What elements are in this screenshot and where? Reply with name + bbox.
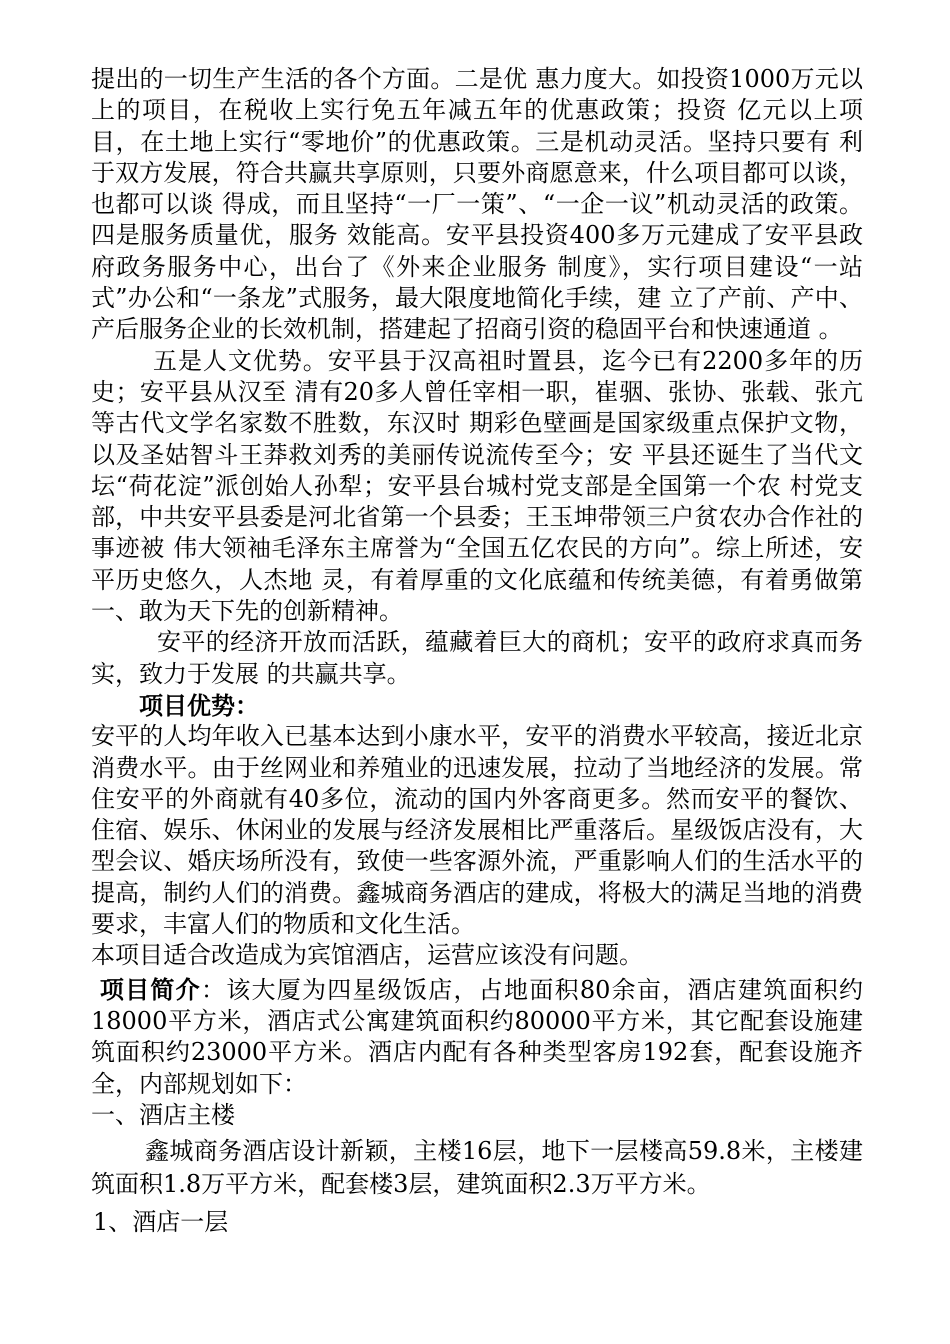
project-intro-label: 项目简介	[99, 974, 201, 1004]
paragraph-economy-summary: 安平的经济开放而活跃，蕴藏着巨大的商机；安平的政府求真而务实，致力于发展 的共赢共享。	[91, 628, 863, 688]
section-heading-main-building: 一、酒店主楼	[91, 1100, 235, 1129]
paragraph-cultural-advantage: 五是人文优势。安平县于汉高祖时置县，迄今已有2200多年的历史；安平县从汉至 清有20多人曾任宰相一职，崔骃、张协、张载、张亢等古代文学名家数不胜数，东汉时 期彩色壁画是国家级重点保护文物，以及圣姑智斗王莽救刘秀的美丽传说流传至今；安 平县还诞生了当代文坛“荷花淀”派创始人孙犁；安平县台城村党支部是全国第一个农 村党支部，中共安平县委是河北省第一个县委；王玉坤带领三户贫农办合作社的事迹被 伟大领袖毛泽东主席誉为“全国五亿农民的方向”。综上所述，安平历史悠久，人杰地 灵，有着厚重的文化底蕴和传统美德，有着勇做第一、敢为天下先的创新精神。	[91, 346, 863, 626]
subheading-first-floor: 1、酒店一层	[93, 1208, 229, 1237]
paragraph-project-advantage: 安平的人均年收入已基本达到小康水平，安平的消费水平较高，接近北京消费水平。由于丝网业和养殖业的迅速发展，拉动了当地经济的发展。常住安平的外商就有40多位，流动的国内外客商更多。然而安平的餐饮、住宿、娱乐、休闲业的发展与经济发展相比严重落后。星级饭店没有，大型会议、婚庆场所没有，致使一些客源外流，严重影响人们的生活水平的提高，制约人们的消费。鑫城商务酒店的建成，将极大的满足当地的消费要求，丰富人们的物质和文化生活。	[91, 722, 863, 939]
paragraph-main-building: 鑫城商务酒店设计新颖，主楼16层，地下一层楼高59.8米，主楼建筑面积1.8万平方米，配套楼3层，建筑面积2.3万平方米。	[91, 1137, 863, 1199]
paragraph-project-intro	[91, 974, 863, 1100]
project-intro-text: ：该大厦为四星级饭店，占地面积80余亩，酒店建筑面积约18000平方米，酒店式公寓建筑面积约80000平方米，其它配套设施建筑面积约23000平方米。酒店内配有各种类型客房192套，配套设施齐全，内部规划如下：	[91, 975, 863, 1098]
heading-project-advantage: 项目优势：	[139, 690, 259, 720]
paragraph-project-suitability: 本项目适合改造成为宾馆酒店，运营应该没有问题。	[91, 941, 643, 970]
paragraph-investment-policy: 提出的一切生产生活的各个方面。二是优 惠力度大。如投资1000万元以上的项目，在税收上实行免五年减五年的优惠政策；投资 亿元以上项目，在土地上实行“零地价”的优惠政策。三是机动灵活。坚持只要有 利于双方发展，符合共赢共享原则，只要外商愿意来，什么项目都可以谈，也都可以谈 得成，而且坚持“一厂一策”、“一企一议”机动灵活的政策。四是服务质量优，服务 效能高。安平县投资400多万元建成了安平县政府政务服务中心，出台了《外来企业服务 制度》，实行项目建设“一站式”办公和“一条龙”式服务，最大限度地简化手续，建 立了产前、产中、产后服务企业的长效机制，搭建起了招商引资的稳固平台和快速通道 。	[91, 65, 863, 344]
document-page	[91, 64, 863, 1238]
